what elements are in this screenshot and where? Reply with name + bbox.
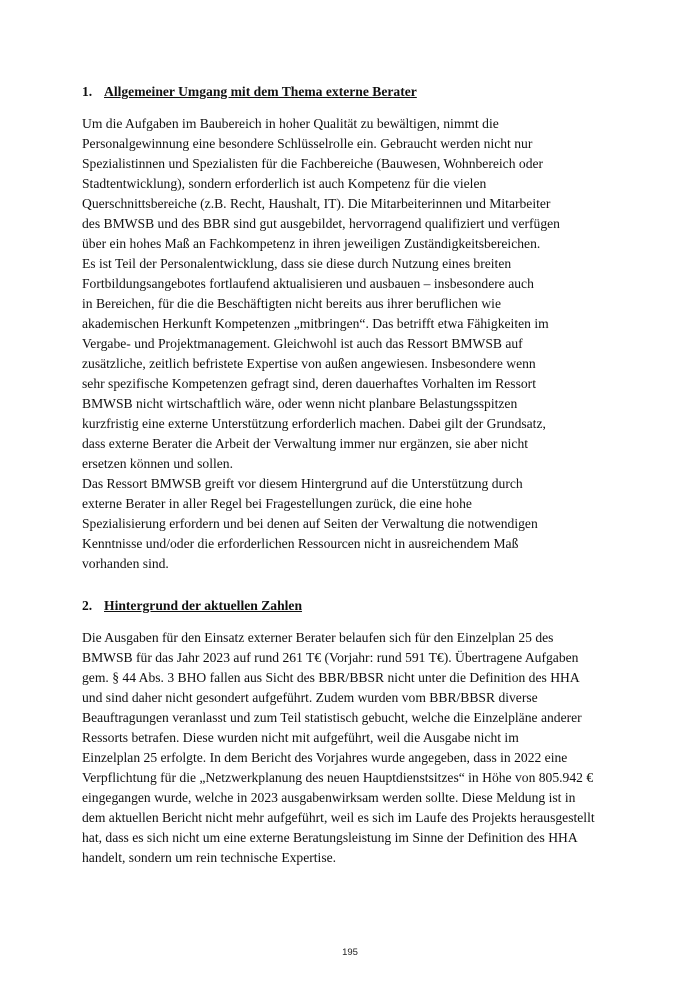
text-line: externe Berater in aller Regel bei Fragestellungen zurück, die eine hohe: [82, 496, 472, 511]
text-line: Personalgewinnung eine besondere Schlüsselrolle ein. Gebraucht werden nicht nur: [82, 136, 533, 151]
text-line: und sind daher nicht gesondert aufgeführt. Zudem wurden vom BBR/BBSR diverse: [82, 690, 538, 705]
text-line: Spezialisierung erfordern und bei denen auf Seiten der Verwaltung die notwendigen: [82, 516, 538, 531]
text-line: Spezialistinnen und Spezialisten für die Fachbereiche (Bauwesen, Wohnbereich oder: [82, 156, 544, 171]
text-line: des BMWSB und des BBR sind gut ausgebildet, hervorragend qualifiziert und verfügen: [82, 216, 560, 231]
text-line: Um die Aufgaben im Baubereich in hoher Qualität zu bewältigen, nimmt die: [82, 116, 499, 131]
section-1-body: [82, 114, 642, 574]
section-2-title: Hintergrund der aktuellen Zahlen: [104, 598, 303, 613]
text-line: Querschnittsbereiche (z.B. Recht, Haushalt, IT). Die Mitarbeiterinnen und Mitarbeiter: [82, 196, 551, 211]
text-line: Ressorts betrafen. Diese wurden nicht mit aufgeführt, weil die Ausgabe nicht im: [82, 730, 519, 745]
text-line: Vergabe- und Projektmanagement. Gleichwohl ist auch das Ressort BMWSB auf: [82, 336, 523, 351]
text-line: Die Ausgaben für den Einsatz externer Berater belaufen sich für den Einzelplan 25 des: [82, 630, 554, 645]
text-line: kurzfristig eine externe Unterstützung erforderlich machen. Dabei gilt der Grundsatz,: [82, 416, 546, 431]
section-2-body: [82, 628, 642, 868]
text-line: hat, dass es sich nicht um eine externe Beratungsleistung im Sinne der Definition des HHA: [82, 830, 578, 845]
text-line: handelt, sondern um rein technische Expertise.: [82, 850, 337, 865]
text-line: zusätzliche, zeitlich befristete Expertise von außen angewiesen. Insbesondere wenn: [82, 356, 536, 371]
text-line: gem. § 44 Abs. 3 BHO fallen aus Sicht des BBR/BBSR nicht unter die Definition des HHA: [82, 670, 580, 685]
text-line: Beauftragungen veranlasst und zum Teil statistisch gebucht, welche die Einzelpläne anderer: [82, 710, 582, 725]
section-2-heading: [82, 598, 302, 614]
text-line: BMWSB nicht wirtschaftlich wäre, oder wenn nicht planbare Belastungsspitzen: [82, 396, 518, 411]
text-line: dass externe Berater die Arbeit der Verwaltung immer nur ergänzen, sie aber nicht: [82, 436, 529, 451]
section-1-number: 1.: [82, 84, 93, 99]
text-line: dem aktuellen Bericht nicht mehr aufgeführt, weil es sich im Laufe des Projekts herausgestellt: [82, 810, 595, 825]
section-1-title: Allgemeiner Umgang mit dem Thema externe Berater: [104, 84, 417, 99]
page-number: 195: [342, 947, 358, 958]
text-line: Es ist Teil der Personalentwicklung, dass sie diese durch Nutzung eines breiten: [82, 256, 512, 271]
text-line: sehr spezifische Kompetenzen gefragt sind, deren dauerhaftes Vorhalten im Ressort: [82, 376, 536, 391]
text-line: ersetzen können und sollen.: [82, 456, 233, 471]
section-2-number: 2.: [82, 598, 93, 613]
text-line: BMWSB für das Jahr 2023 auf rund 261 T€ (Vorjahr: rund 591 T€). Übertragene Aufgaben: [82, 650, 579, 665]
text-line: akademischen Herkunft Kompetenzen „mitbringen“. Das betrifft etwa Fähigkeiten im: [82, 316, 549, 331]
text-line: Kenntnisse und/oder die erforderlichen Ressourcen nicht in ausreichendem Maß: [82, 536, 519, 551]
text-line: in Bereichen, für die die Beschäftigten nicht bereits aus ihrer beruflichen wie: [82, 296, 501, 311]
text-line: Fortbildungsangebotes fortlaufend aktualisieren und ausbauen – insbesondere auch: [82, 276, 534, 291]
text-line: Verpflichtung für die „Netzwerkplanung des neuen Hauptdienstsitzes“ in Höhe von 805.942 €: [82, 770, 594, 785]
text-line: Einzelplan 25 erfolgte. In dem Bericht des Vorjahres wurde angegeben, dass in 2022 eine: [82, 750, 568, 765]
text-line: über ein hohes Maß an Fachkompetenz in ihren jeweiligen Zuständigkeitsbereichen.: [82, 236, 541, 251]
text-line: vorhanden sind.: [82, 556, 169, 571]
section-1-heading: [82, 84, 417, 100]
text-line: eingegangen wurde, welche in 2023 ausgabenwirksam werden sollte. Diese Meldung ist in: [82, 790, 576, 805]
text-line: Stadtentwicklung), sondern erforderlich ist auch Kompetenz für die vielen: [82, 176, 487, 191]
text-line: Das Ressort BMWSB greift vor diesem Hintergrund auf die Unterstützung durch: [82, 476, 523, 491]
